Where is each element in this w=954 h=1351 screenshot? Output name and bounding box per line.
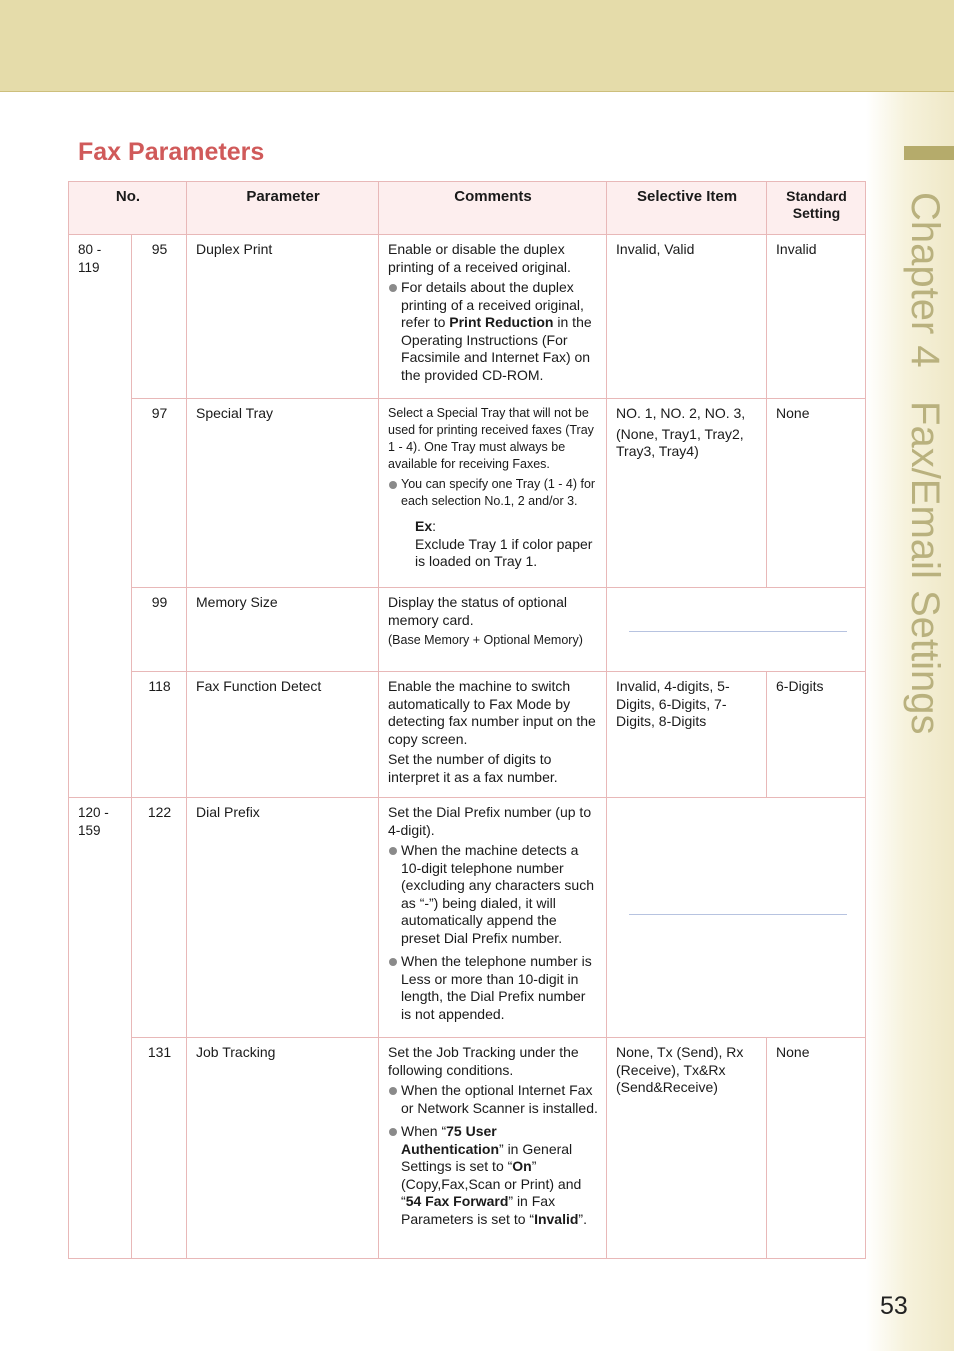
row-parameter: Dial Prefix [187,798,379,1038]
row-selective-standard-empty [607,588,866,672]
row-comments: Display the status of optional memory card. (Base Memory + Optional Memory) [379,588,607,672]
table-row [69,798,866,1038]
table-header-row [69,182,866,235]
group-range: 120 - 159 [69,798,132,1259]
bullet-note: When “75 User Authentication” in General Settings is set to “On” (Copy,Fax,Scan or Print) and “54 Fax Forward” in Fax Parameters is set to “Invalid”. [388,1123,598,1228]
bullet-icon [389,1087,397,1095]
row-number: 99 [132,588,187,672]
row-comments: Enable or disable the duplex printing of a received original. For details about the duplex printing of a received original, refer to Print Reduction in the Operating Instructions (For Facsimile and Internet Fax) on the provided CD-ROM. [379,235,607,399]
row-comments: Select a Special Tray that will not be used for printing received faxes (Tray 1 - 4). One Tray must always be available for receiving Faxes. You can specify one Tray (1 - 4) for each selection No.1, 2 and/or 3. Ex: Exclude Tray 1 if color paper is loaded on Tray 1. [379,399,607,588]
bullet-note: For details about the duplex printing of a received original, refer to Print Reduction in the Operating Instructions (For Facsimile and Internet Fax) on the provided CD-ROM. [388,279,598,384]
row-comments: Set the Job Tracking under the following conditions. When the optional Internet Fax or Network Scanner is installed. When “75 User Authentication” in General Settings is set to “On” (Copy,Fax,Scan or Print) and “54 Fax Forward” in Fax Parameters is set to “Invalid”. [379,1038,607,1259]
header-standard-setting: Standard Setting [767,182,866,235]
row-number: 118 [132,672,187,798]
row-number: 97 [132,399,187,588]
row-number: 131 [132,1038,187,1259]
row-comments: Set the Dial Prefix number (up to 4-digit). When the machine detects a 10-digit telephone number (excluding any characters such as “-”) being dialed, it will automatically append the preset Dial Prefix number. When the telephone number is Less or more than 10-digit in length, the Dial Prefix number is not appended. [379,798,607,1038]
row-parameter: Job Tracking [187,1038,379,1259]
bullet-icon [389,284,397,292]
blank-rule [629,631,847,632]
table-row [69,588,866,672]
fax-parameters-table [68,181,866,1259]
row-parameter: Duplex Print [187,235,379,399]
table-row [69,399,866,588]
bullet-note: When the telephone number is Less or more than 10-digit in length, the Dial Prefix number is not appended. [388,953,598,1023]
row-comments: Enable the machine to switch automatically to Fax Mode by detecting fax number input on the copy screen. Set the number of digits to interpret it as a fax number. [379,672,607,798]
header-no: No. [69,182,187,235]
header-parameter: Parameter [187,182,379,235]
blank-rule [629,914,847,915]
bullet-note: You can specify one Tray (1 - 4) for each selection No.1, 2 and/or 3. [388,476,598,510]
row-selective-item: NO. 1, NO. 2, NO. 3, (None, Tray1, Tray2, Tray3, Tray4) [607,399,767,588]
page-title: Fax Parameters [78,138,265,166]
row-standard-setting: None [767,399,866,588]
bullet-icon [389,958,397,966]
row-parameter: Fax Function Detect [187,672,379,798]
chapter-title: Fax/Email Settings [903,401,947,735]
row-number: 122 [132,798,187,1038]
header-comments: Comments [379,182,607,235]
bullet-icon [389,481,397,489]
chapter-tab-marker [904,146,954,160]
header-band [0,0,954,92]
bullet-icon [389,1128,397,1136]
row-standard-setting: Invalid [767,235,866,399]
row-number: 95 [132,235,187,399]
row-selective-standard-empty [607,798,866,1038]
row-selective-item: Invalid, Valid [607,235,767,399]
row-selective-item: Invalid, 4-digits, 5-Digits, 6-Digits, 7-Digits, 8-Digits [607,672,767,798]
row-parameter: Special Tray [187,399,379,588]
header-selective-item: Selective Item [607,182,767,235]
bullet-icon [389,847,397,855]
row-standard-setting: None [767,1038,866,1259]
page-number: 53 [880,1292,908,1320]
bullet-note: When the machine detects a 10-digit telephone number (excluding any characters such as “-”) being dialed, it will automatically append the preset Dial Prefix number. [388,842,598,947]
table-row [69,672,866,798]
example-note: Ex: Exclude Tray 1 if color paper is loaded on Tray 1. [415,518,593,569]
chapter-number: Chapter 4 [903,192,947,368]
row-standard-setting: 6-Digits [767,672,866,798]
group-range: 80 - 119 [69,235,132,798]
table-row [69,235,866,399]
row-selective-item: None, Tx (Send), Rx (Receive), Tx&Rx (Send&Receive) [607,1038,767,1259]
row-parameter: Memory Size [187,588,379,672]
bullet-note: When the optional Internet Fax or Network Scanner is installed. [388,1082,598,1117]
chapter-label [902,192,947,734]
table-row [69,1038,866,1259]
